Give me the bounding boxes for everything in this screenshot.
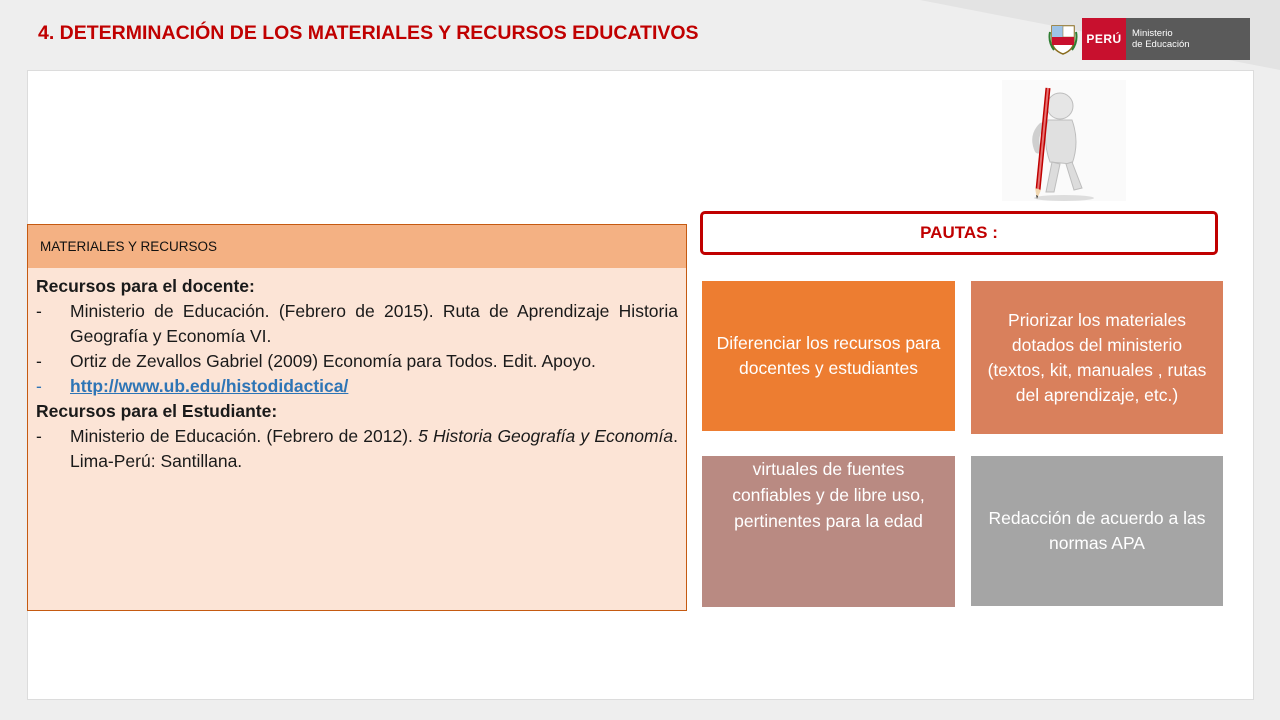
estudiante-section-title: Recursos para el Estudiante: — [36, 401, 278, 421]
list-dash: - — [36, 301, 42, 321]
figure-with-pencil-image — [1002, 80, 1126, 201]
estudiante-item-text-a: Ministerio de Educación. (Febrero de 2012). — [70, 426, 419, 446]
materials-header-label: MATERIALES Y RECURSOS — [40, 239, 218, 254]
docente-item-2-text: Ortiz de Zevallos Gabriel (2009) Economía para Todos. Edit. Apoyo. — [70, 351, 596, 371]
docente-item-2 — [36, 349, 678, 374]
estudiante-item-title: 5 Historia Geografía y Economía — [418, 426, 674, 446]
materials-table-header — [27, 224, 687, 269]
slide-title: 4. DETERMINACIÓN DE LOS MATERIALES Y RECURSOS EDUCATIVOS — [38, 22, 699, 44]
pauta-box-priorizar: Priorizar los materiales dotados del ministerio (textos, kit, manuales , rutas del aprendizaje, etc.) — [971, 281, 1223, 434]
pauta-box-apa: Redacción de acuerdo a las normas APA — [971, 456, 1223, 606]
estudiante-item-text-b: . Lima-Perú: Santillana. — [70, 426, 679, 471]
pauta-box-diferenciar: Diferenciar los recursos para docentes y estudiantes — [702, 281, 955, 431]
ministry-logo — [1044, 18, 1250, 60]
coat-of-arms-icon — [1044, 18, 1082, 60]
pautas-banner: PAUTAS : — [700, 211, 1218, 255]
histodidactica-link[interactable]: http://www.ub.edu/histodidactica/ — [70, 376, 349, 396]
ministry-label — [1126, 18, 1250, 60]
docente-item-1-text: Ministerio de Educación. (Febrero de 2015). Ruta de Aprendizaje Historia Geografía y Economía VI. — [70, 301, 678, 346]
estudiante-item-1-text — [70, 424, 678, 474]
materials-table-body — [27, 268, 687, 611]
docente-item-1 — [36, 299, 678, 349]
ministry-line-1: Ministerio — [1132, 28, 1173, 39]
list-dash: - — [36, 376, 42, 396]
list-dash: - — [36, 351, 42, 371]
estudiante-item-1 — [36, 424, 678, 474]
docente-section-title: Recursos para el docente: — [36, 276, 255, 296]
ministry-line-2: de Educación — [1132, 39, 1190, 50]
docente-item-3 — [36, 374, 678, 399]
pauta-box-virtuales: virtuales de fuentes confiables y de libre uso, pertinentes para la edad — [702, 456, 955, 607]
list-dash: - — [36, 426, 42, 446]
peru-label: PERÚ — [1082, 18, 1126, 60]
